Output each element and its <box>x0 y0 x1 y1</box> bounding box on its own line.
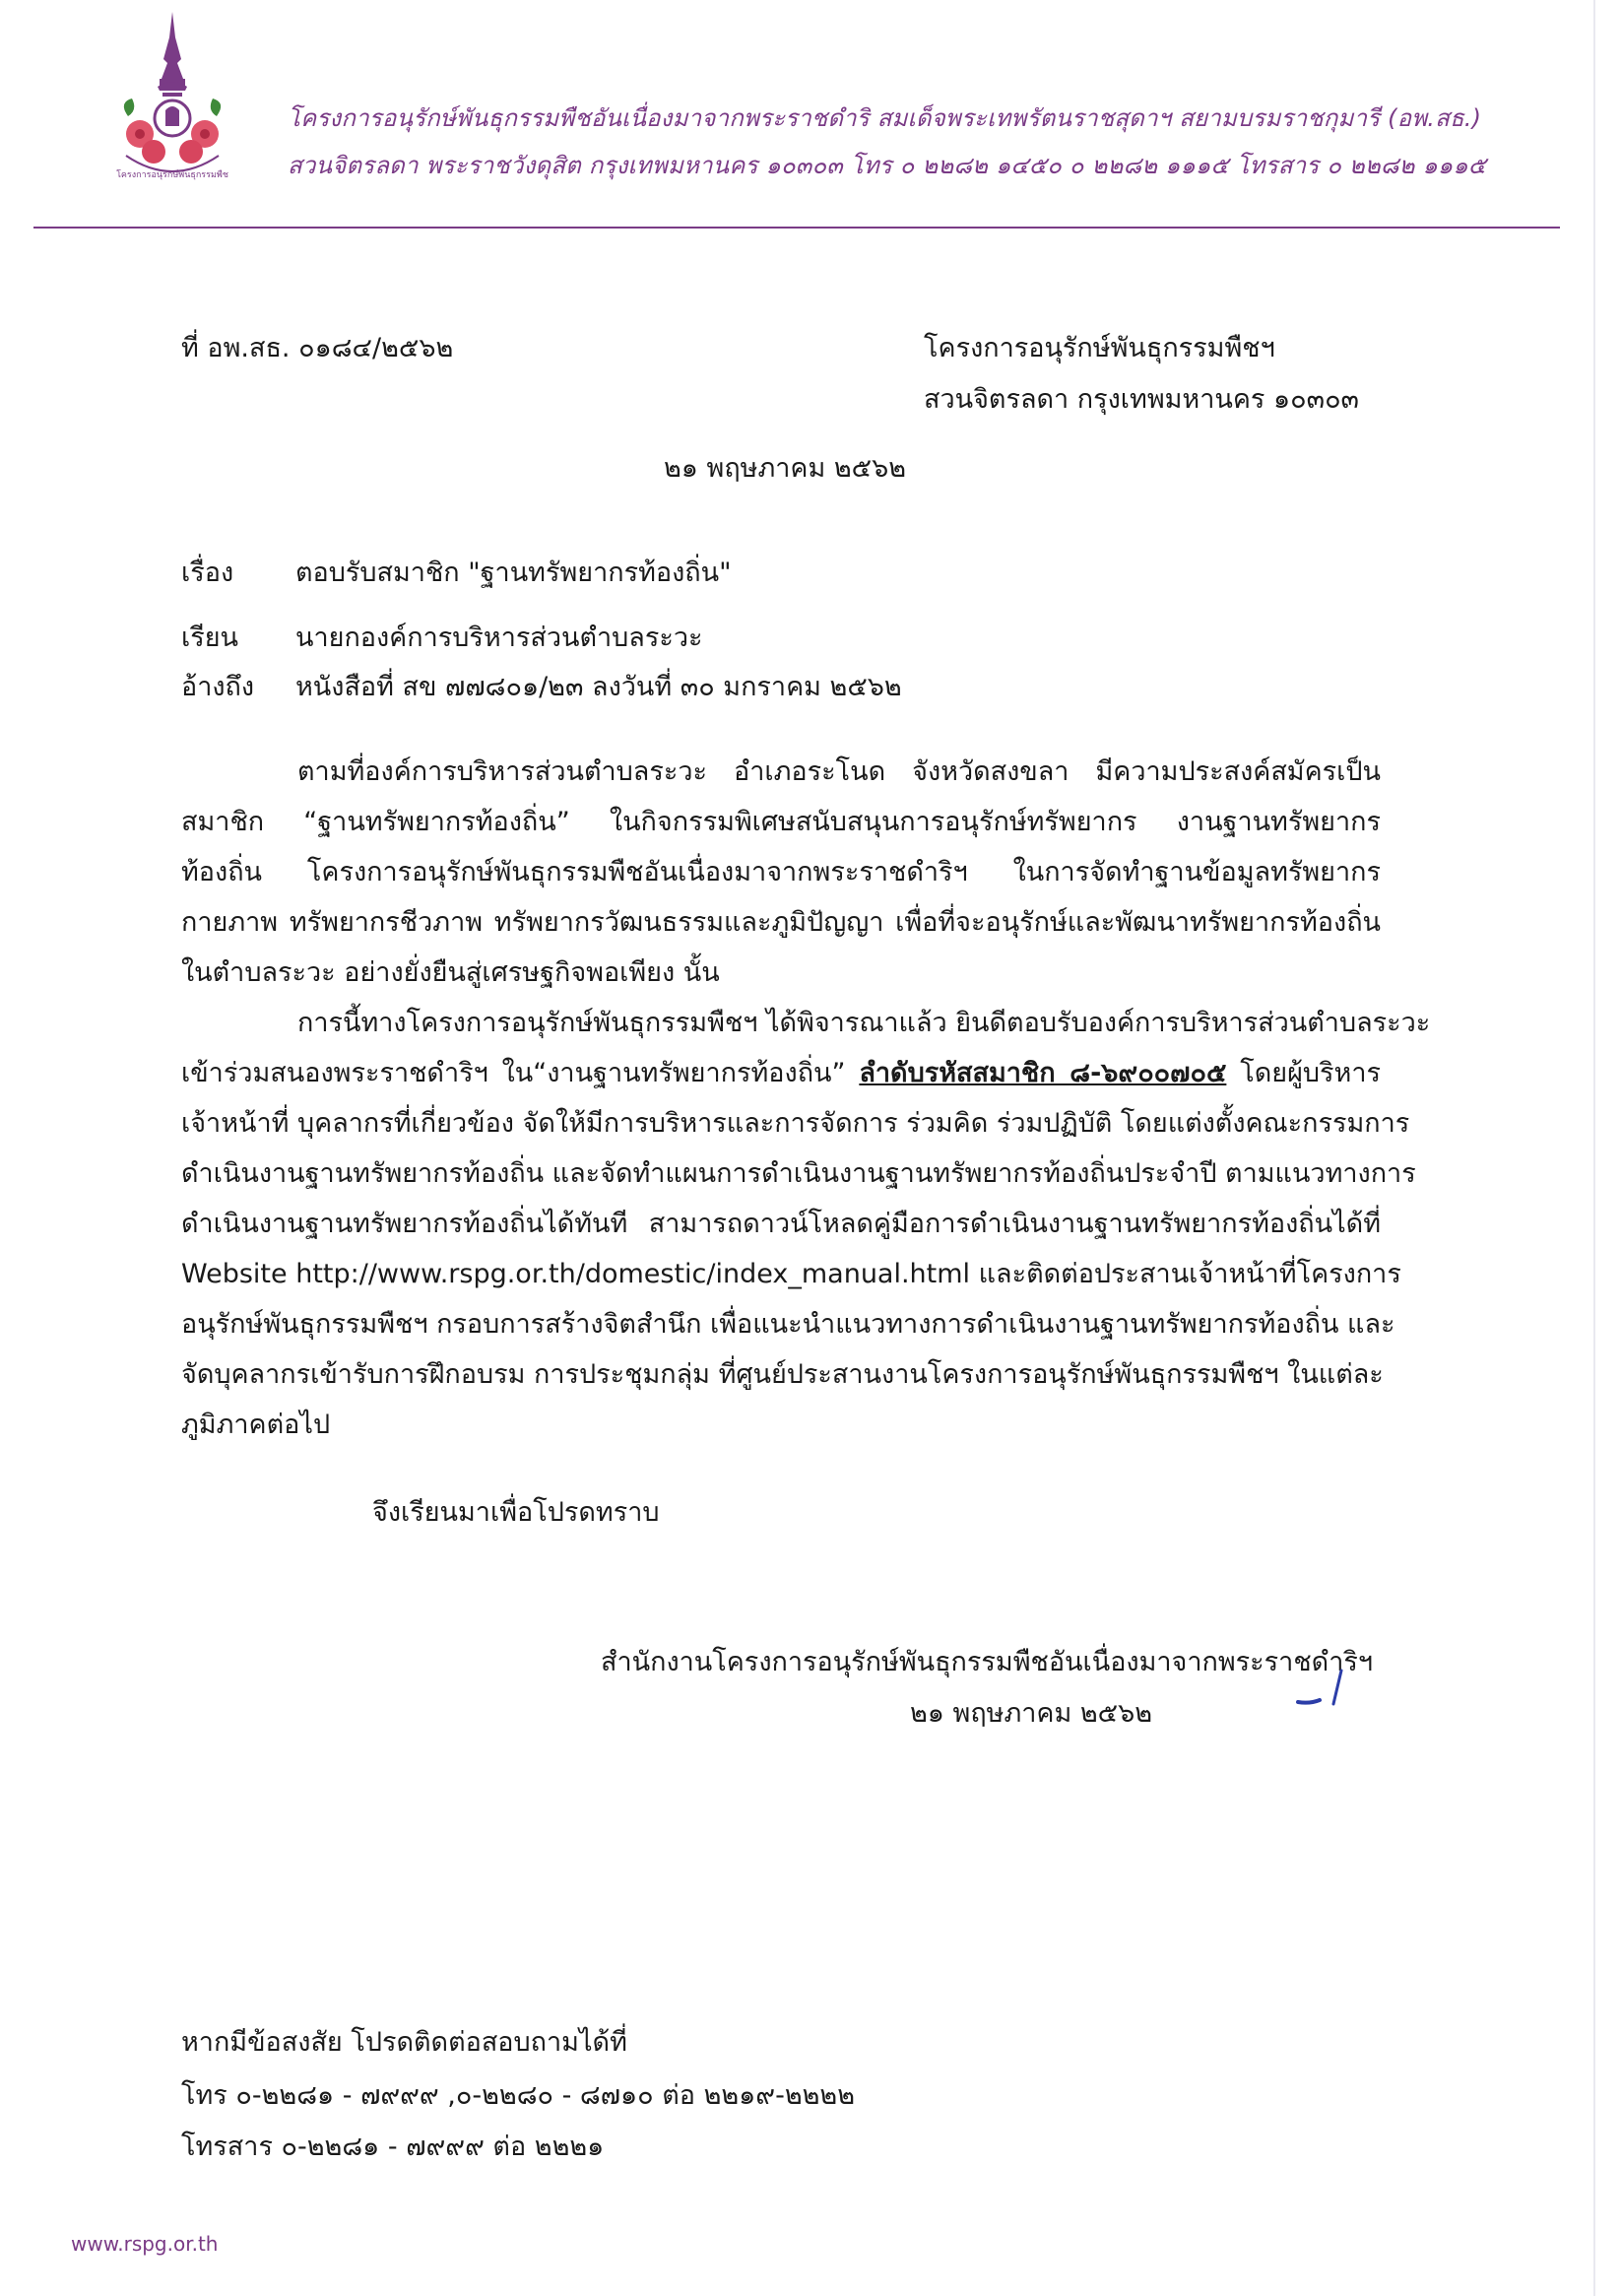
paragraph-line: Website http://www.rspg.or.th/domestic/index_manual.html และติดต่อประสานเจ้าหน้าที่โครงการ <box>181 1259 1401 1289</box>
paragraph-text: โดยผู้บริหาร <box>1226 1058 1381 1088</box>
paragraph-line: ในตำบลระวะ อย่างยั่งยืนสู่เศรษฐกิจพอเพียง นั้น <box>181 957 720 988</box>
paragraph-line: ดำเนินงานฐานทรัพยากรท้องถิ่นได้ทันที สามารถดาวน์โหลดคู่มือการดำเนินงานฐานทรัพยากรท้องถิ่นได้ที่ <box>181 1209 1381 1239</box>
paragraph-line: จัดบุคลากรเข้ารับการฝึกอบรม การประชุมกลุ่ม ที่ศูนย์ประสานงานโครงการอนุรักษ์พันธุกรรมพืชฯ ในแต่ละ <box>181 1359 1384 1390</box>
footer-website: www.rspg.or.th <box>71 2232 219 2256</box>
contact-intro: หากมีข้อสงสัย โปรดติดต่อสอบถามได้ที่ <box>181 2027 627 2058</box>
recipient: นายกองค์การบริหารส่วนตำบลระวะ <box>295 623 703 653</box>
signature-mark <box>1290 1665 1359 1714</box>
paragraph-line: ตามที่องค์การบริหารส่วนตำบลระวะ อำเภอระโนด จังหวัดสงขลา มีความประสงค์สมัครเป็น <box>297 756 1381 787</box>
recipient-label: เรียน <box>181 623 239 653</box>
paragraph-text: เข้าร่วมสนองพระราชดำริฯ ใน“งานฐานทรัพยากรท้องถิ่น” <box>181 1058 860 1088</box>
paragraph-2 <box>181 998 1431 1450</box>
member-code: ลำดับรหัสสมาชิก ๘-๖๙๐๐๗๐๕ <box>859 1058 1227 1088</box>
sender-address: สวนจิตรลดา กรุงเทพมหานคร ๑๐๓๐๓ <box>924 384 1360 415</box>
reference-document: หนังสือที่ สข ๗๗๘๐๑/๒๓ ลงวันที่ ๓๐ มกราคม ๒๕๖๒ <box>295 672 902 702</box>
contact-phone: โทร ๐-๒๒๘๑ - ๗๙๙๙ ,๐-๒๒๘๐ - ๘๗๑๐ ต่อ ๒๒๑๙-๒๒๒๒ <box>181 2080 856 2111</box>
letterhead-address: สวนจิตรลดา พระราชวังดุสิต กรุงเทพมหานคร ๑๐๓๐๓ โทร ๐ ๒๒๘๒ ๑๔๕๐ ๐ ๒๒๘๒ ๑๑๑๕ โทรสาร ๐ ๒๒๘๒ ๑๑๑๕ <box>288 152 1487 179</box>
letter-date: ๒๑ พฤษภาคม ๒๕๖๒ <box>664 453 907 484</box>
letterhead-org-name: โครงการอนุรักษ์พันธุกรรมพืชอันเนื่องมาจากพระราชดำริ สมเด็จพระเทพรัตนราชสุดาฯ สยามบรมราชกุมารี (อพ.สธ.) <box>288 104 1482 132</box>
signatory-date: ๒๑ พฤษภาคม ๒๕๖๒ <box>910 1698 1153 1729</box>
contact-fax: โทรสาร ๐-๒๒๘๑ - ๗๙๙๙ ต่อ ๒๒๒๑ <box>181 2132 605 2162</box>
letterhead <box>0 0 1621 236</box>
paragraph-1 <box>181 747 1381 998</box>
subject-label: เรื่อง <box>181 558 234 588</box>
paragraph-line: กายภาพ ทรัพยากรชีวภาพ ทรัพยากรวัฒนธรรมและภูมิปัญญา เพื่อที่จะอนุรักษ์และพัฒนาทรัพยากรท้องถิ่น <box>181 907 1381 938</box>
reference-label: อ้างถึง <box>181 672 255 702</box>
paragraph-line <box>181 1048 1381 1098</box>
paragraph-line: ดำเนินงานฐานทรัพยากรท้องถิ่น และจัดทำแผนการดำเนินงานฐานทรัพยากรท้องถิ่นประจำปี ตามแนวทางการ <box>181 1158 1416 1189</box>
paragraph-line: เจ้าหน้าที่ บุคลากรที่เกี่ยวข้อง จัดให้มีการบริหารและการจัดการ ร่วมคิด ร่วมปฏิบัติ โดยแต่งตั้งคณะกรรมการ <box>181 1108 1410 1139</box>
paragraph-line: ภูมิภาคต่อไป <box>181 1410 331 1440</box>
reference-number: ที่ อพ.สธ. ๐๑๘๔/๒๕๖๒ <box>181 333 454 363</box>
rspg-logo <box>98 8 246 183</box>
subject: ตอบรับสมาชิก "ฐานทรัพยากรท้องถิ่น" <box>295 558 732 588</box>
paragraph-line: สมาชิก “ฐานทรัพยากรท้องถิ่น” ในกิจกรรมพิเศษสนับสนุนการอนุรักษ์ทรัพยากร งานฐานทรัพยากร <box>181 807 1381 837</box>
svg-text:โครงการอนุรักษ์พันธุกรรมพืช: โครงการอนุรักษ์พันธุกรรมพืช <box>116 170 228 180</box>
signatory: สำนักงานโครงการอนุรักษ์พันธุกรรมพืชอันเนื่องมาจากพระราชดำริฯ <box>601 1647 1374 1677</box>
paragraph-line: ท้องถิ่น โครงการอนุรักษ์พันธุกรรมพืชอันเนื่องมาจากพระราชดำริฯ ในการจัดทำฐานข้อมูลทรัพยากร <box>181 857 1381 887</box>
page-edge <box>1593 0 1595 2296</box>
paragraph-line: การนี้ทางโครงการอนุรักษ์พันธุกรรมพืชฯ ได้พิจารณาแล้ว ยินดีตอบรับองค์การบริหารส่วนตำบลระวะ <box>297 1008 1431 1038</box>
letterhead-divider <box>33 227 1560 229</box>
closing: จึงเรียนมาเพื่อโปรดทราบ <box>372 1497 660 1528</box>
paragraph-line: อนุรักษ์พันธุกรรมพืชฯ กรอบการสร้างจิตสำนึก เพื่อแนะนำแนวทางการดำเนินงานฐานทรัพยากรท้องถิ่น และ <box>181 1309 1395 1340</box>
sender-organization: โครงการอนุรักษ์พันธุกรรมพืชฯ <box>924 333 1275 363</box>
